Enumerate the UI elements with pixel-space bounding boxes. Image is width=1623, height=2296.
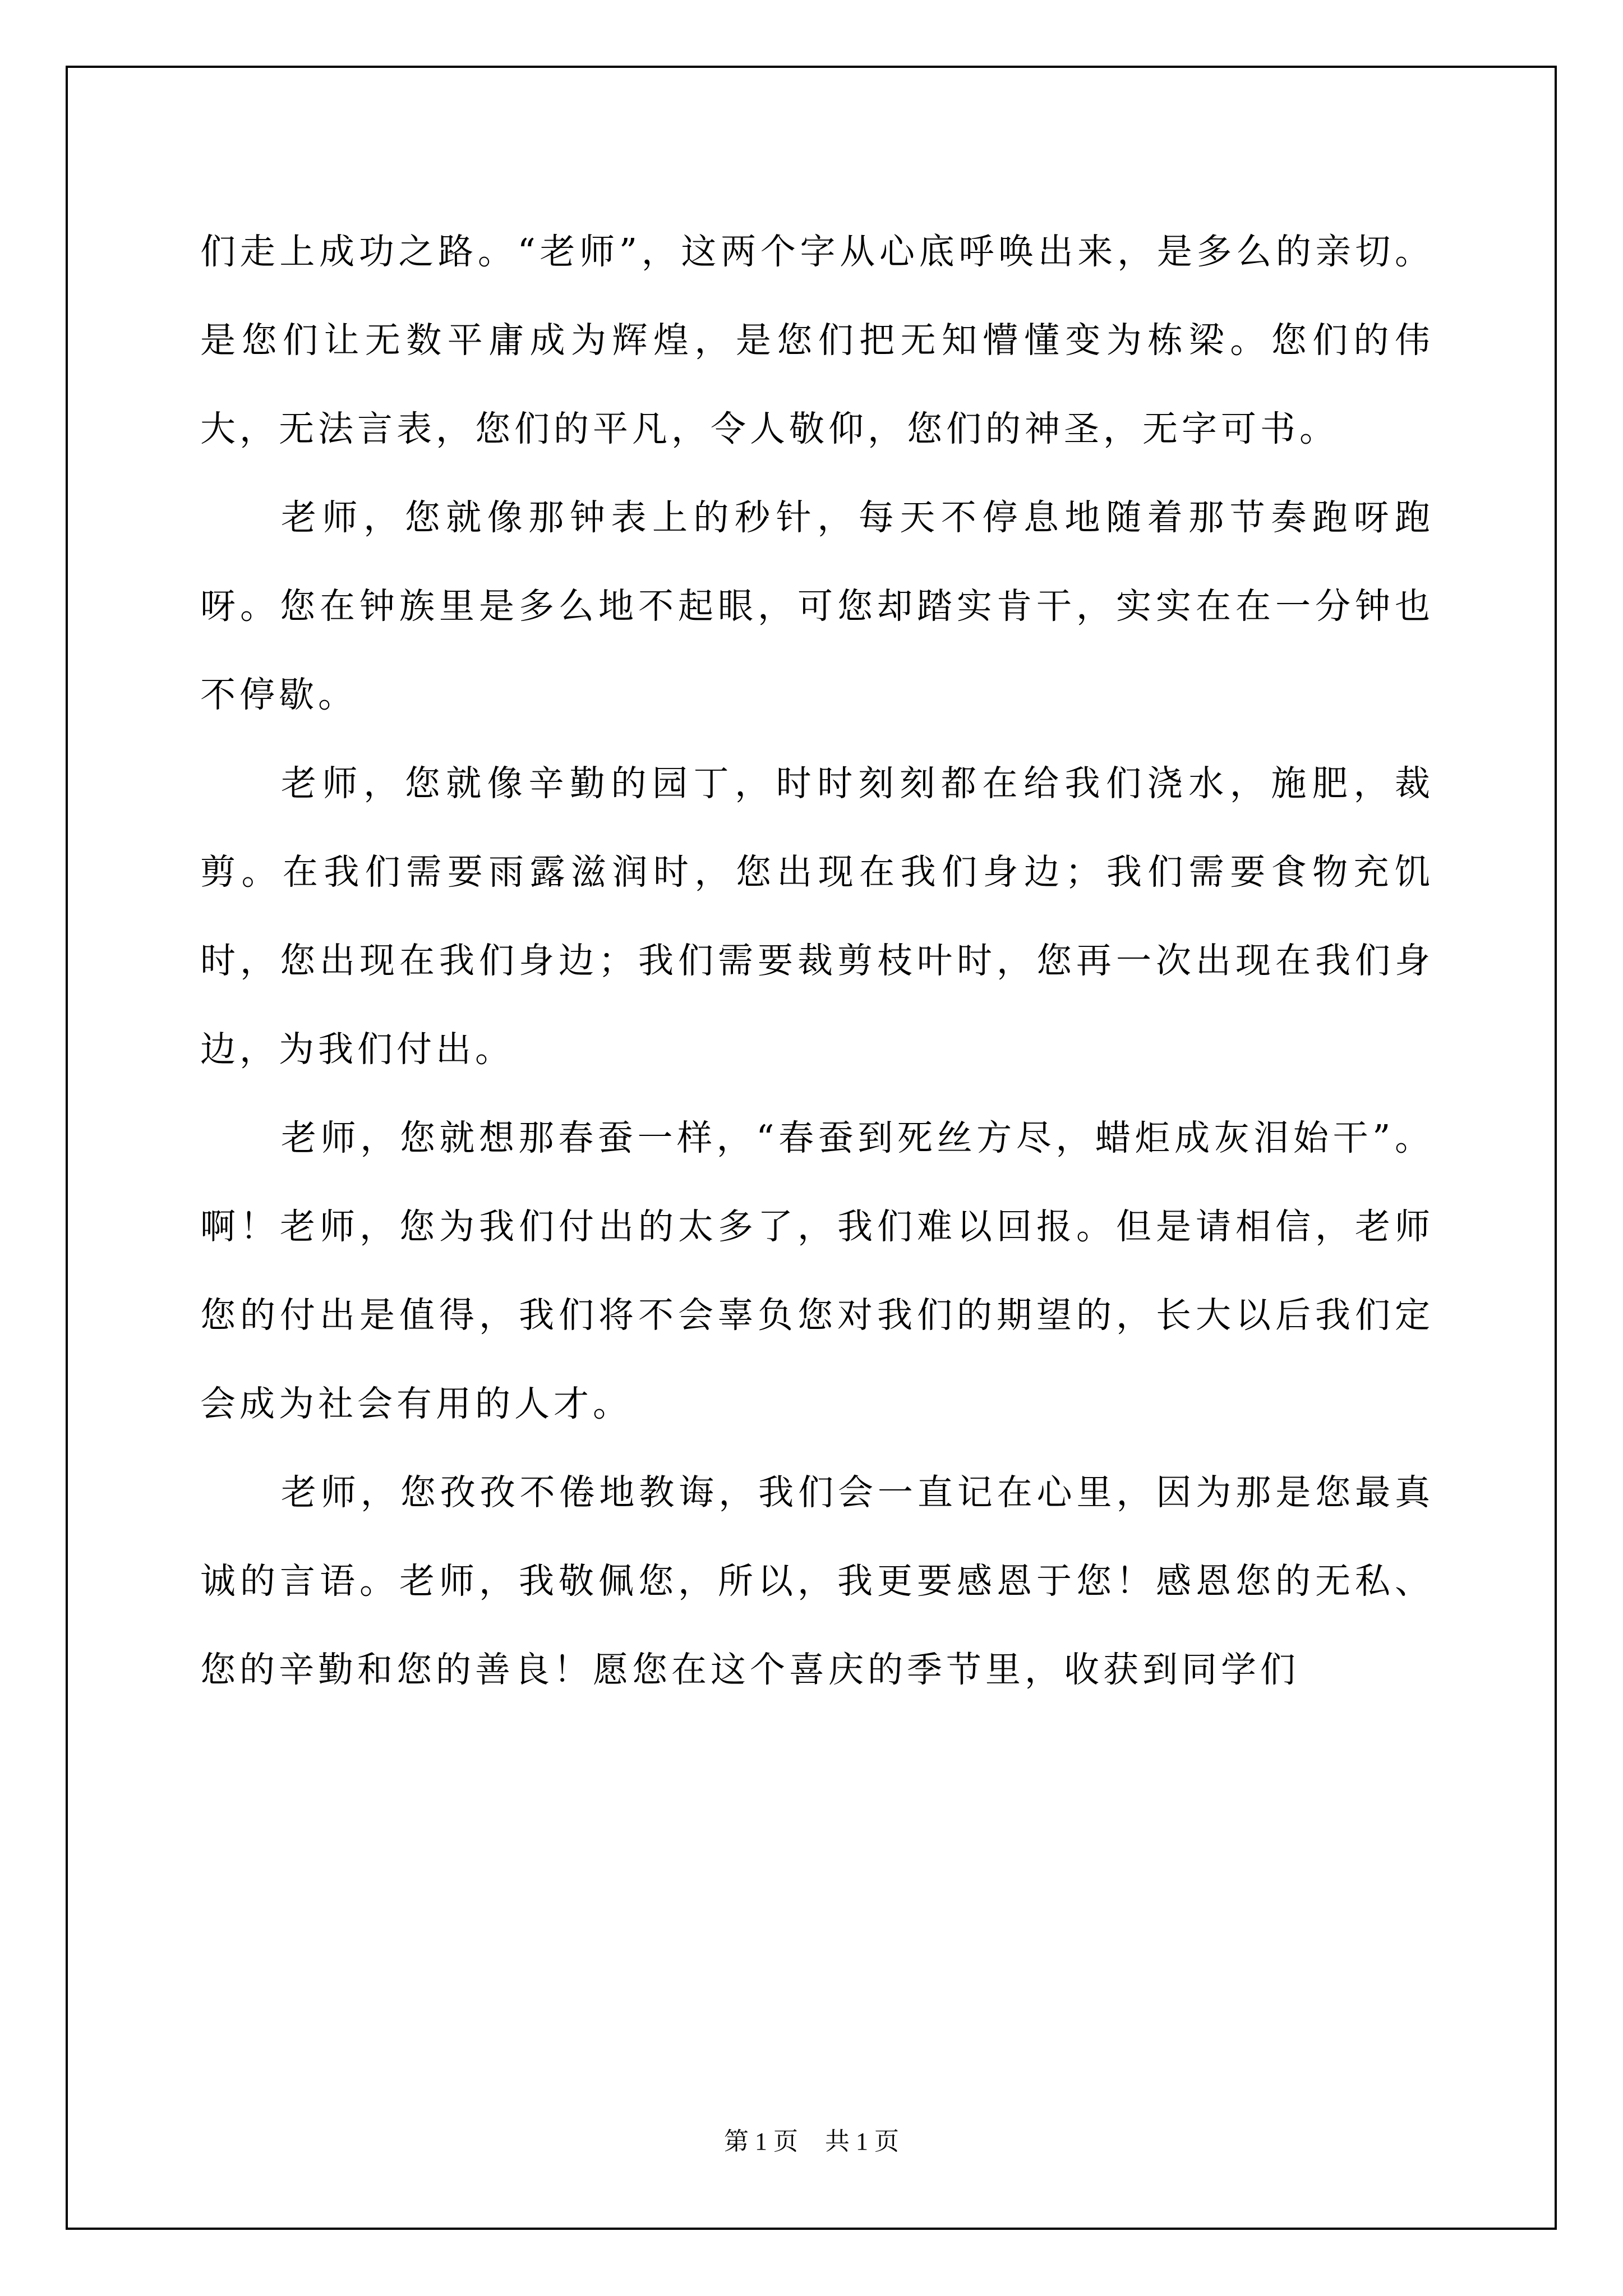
page-number: 第 1 页: [724, 2128, 798, 2155]
paragraph-3: 老师，您就像辛勤的园丁，时时刻刻都在给我们浇水，施肥，裁剪。在我们需要雨露滋润时，您出现在我们身边；我们需要食物充饥时，您出现在我们身边；我们需要裁剪枝叶时，您再一次出现在我们身边，为我们付出。: [200, 763, 1434, 1070]
paragraph-5: 老师，您孜孜不倦地教诲，我们会一直记在心里，因为那是您最真诚的言语。老师，我敬佩您，所以，我更要感恩于您！感恩您的无私、您的辛勤和您的善良！愿您在这个喜庆的季节里，收获到同学们: [200, 1472, 1434, 1690]
document-body: [200, 208, 1434, 1714]
paragraph-1: 们走上成功之路。“老师”，这两个字从心底呼唤出来，是多么的亲切。是您们让无数平庸成为辉煌，是您们把无知懵懂变为栋梁。您们的伟大，无法言表，您们的平凡，令人敬仰，您们的神圣，无字可书。: [200, 231, 1434, 449]
paragraph-4: 老师，您就想那春蚕一样，“春蚕到死丝方尽，蜡炬成灰泪始干”。啊！老师，您为我们付出的太多了，我们难以回报。但是请相信，老师您的付出是值得，我们将不会辜负您对我们的期望的，长大以后我们定会成为社会有用的人才。: [200, 1117, 1434, 1424]
page-footer: [0, 2125, 1623, 2159]
paragraph-2: 老师，您就像那钟表上的秒针，每天不停息地随着那节奏跑呀跑呀。您在钟族里是多么地不起眼，可您却踏实肯干，实实在在一分钟也不停歇。: [200, 497, 1434, 715]
page-total: 共 1 页: [825, 2128, 899, 2155]
